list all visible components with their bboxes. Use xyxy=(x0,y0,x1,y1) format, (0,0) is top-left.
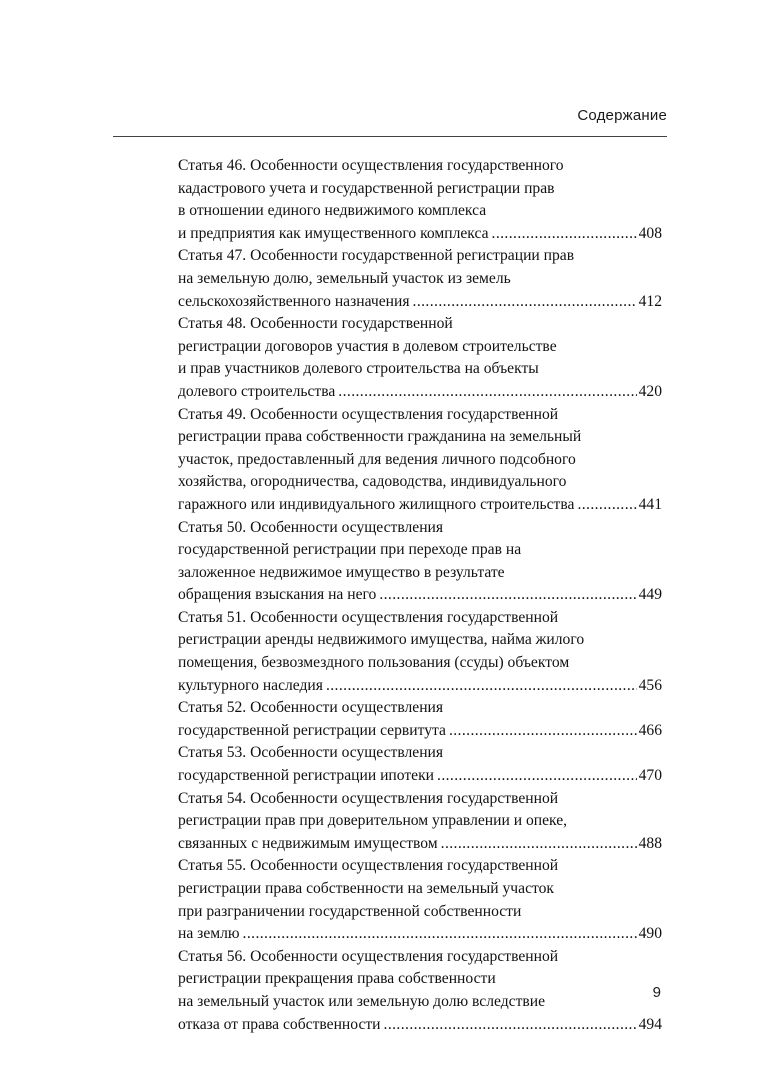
toc-entry-page-number: 408 xyxy=(638,224,662,242)
toc-entry[interactable] xyxy=(178,855,662,945)
toc-entry-last-line xyxy=(178,223,662,246)
toc-entry-title-line: Статья 49. Особенности осуществления государственной xyxy=(178,405,559,423)
dot-leader xyxy=(326,675,637,698)
toc-entry-title-line: регистрации аренды недвижимого имущества, найма жилого xyxy=(178,631,585,649)
toc-entry[interactable] xyxy=(178,742,662,787)
dot-leader xyxy=(492,223,637,246)
toc-entry-page-number: 470 xyxy=(638,767,662,785)
toc-entry-title-line: долевого строительства xyxy=(178,382,336,400)
toc-entry-page-number: 488 xyxy=(638,834,662,852)
toc-entry[interactable] xyxy=(178,245,662,313)
toc-entry-last-line xyxy=(178,1014,662,1037)
dot-leader xyxy=(437,765,637,788)
toc-entry-title-line: Статья 55. Особенности осуществления государственной xyxy=(178,857,559,875)
toc-entry-page-number: 441 xyxy=(638,495,662,513)
toc-entry-title-line: Статья 52. Особенности осуществления xyxy=(178,699,444,717)
toc-entry-title-line: Статья 48. Особенности государственной xyxy=(178,315,453,333)
toc-entry-page-number: 490 xyxy=(638,925,662,943)
toc-entry-title-line: государственной регистрации сервитута xyxy=(178,721,446,739)
toc-entry[interactable] xyxy=(178,607,662,697)
toc-entry-title-line: и предприятия как имущественного комплекса xyxy=(178,224,489,242)
dot-leader xyxy=(413,291,637,314)
toc-entry[interactable] xyxy=(178,313,662,403)
dot-leader xyxy=(338,381,636,404)
toc-entry-title-line: участок, предоставленный для ведения личного подсобного xyxy=(178,450,576,468)
toc-entry-title-line: на землю xyxy=(178,925,240,943)
toc-entry-title-line: регистрации прав при доверительном управлении и опеке, xyxy=(178,812,568,830)
toc-entry-last-line xyxy=(178,381,662,404)
toc-entry-last-line xyxy=(178,291,662,314)
toc-entry-title-line: Статья 56. Особенности осуществления государственной xyxy=(178,947,559,965)
toc-entry[interactable] xyxy=(178,155,662,245)
toc-entry-title-line: Статья 53. Особенности осуществления xyxy=(178,744,444,762)
toc-entry-title-line: кадастрового учета и государственной регистрации прав xyxy=(178,179,555,197)
dot-leader xyxy=(449,720,637,743)
toc-entry[interactable] xyxy=(178,946,662,1036)
toc-entry-title-line: в отношении единого недвижимого комплекса xyxy=(178,202,487,220)
toc-entry-title-line: и прав участников долевого строительства на объекты xyxy=(178,360,539,378)
toc-entry-last-line xyxy=(178,675,662,698)
toc-entry-page-number: 456 xyxy=(638,676,662,694)
toc-entry-title-line: при разграничении государственной собственности xyxy=(178,902,522,920)
toc-entry-title-line: заложенное недвижимое имущество в результате xyxy=(178,563,505,581)
toc-entry-title-line: Статья 51. Особенности осуществления государственной xyxy=(178,608,559,626)
dot-leader xyxy=(384,1014,637,1037)
toc-entry-last-line xyxy=(178,494,662,517)
toc-entry-title-line: государственной регистрации ипотеки xyxy=(178,767,435,785)
toc-entry-title-line: сельскохозяйственного назначения xyxy=(178,292,410,310)
toc-entry-title-line: культурного наследия xyxy=(178,676,323,694)
toc-entry[interactable] xyxy=(178,788,662,856)
toc-entry-page-number: 449 xyxy=(638,586,662,604)
toc-entry-page-number: 494 xyxy=(638,1015,662,1033)
toc-entry-title-line: Статья 50. Особенности осуществления xyxy=(178,518,444,536)
toc-entry-title-line: на земельный участок или земельную долю вследствие xyxy=(178,992,546,1010)
toc-entry-title-line: регистрации договоров участия в долевом строительстве xyxy=(178,337,557,355)
dot-leader xyxy=(441,833,637,856)
toc-entry-last-line xyxy=(178,720,662,743)
toc-entry-title-line: регистрации права собственности на земельный участок xyxy=(178,880,554,897)
toc-entry-title-line: хозяйства, огородничества, садоводства, индивидуального xyxy=(178,473,567,491)
toc-entry-page-number: 412 xyxy=(638,292,662,310)
toc-entry-page-number: 420 xyxy=(638,382,662,400)
toc-entry-last-line xyxy=(178,923,662,946)
toc-entry-title-line: обращения взыскания на него xyxy=(178,586,377,604)
toc-entry-title-line: гаражного или индивидуального жилищного строительства xyxy=(178,495,575,513)
toc-entry-title-line: регистрации права собственности гражданина на земельный xyxy=(178,428,582,446)
page-number: 9 xyxy=(652,984,661,1001)
toc-entry-title-line: регистрации прекращения права собственности xyxy=(178,970,496,988)
toc-entry-title-line: Статья 46. Особенности осуществления государственного xyxy=(178,157,564,174)
dot-leader xyxy=(243,923,637,946)
toc-entry-page-number: 466 xyxy=(638,721,662,739)
table-of-contents xyxy=(178,155,662,1036)
toc-entry-title-line: Статья 47. Особенности государственной регистрации прав xyxy=(178,247,575,265)
running-title: Содержание xyxy=(577,107,667,124)
toc-entry-title-line: на земельную долю, земельный участок из земель xyxy=(178,269,511,287)
toc-entry[interactable] xyxy=(178,404,662,517)
dot-leader xyxy=(379,584,636,607)
dot-leader xyxy=(577,494,636,517)
toc-entry-title-line: отказа от права собственности xyxy=(178,1015,381,1033)
toc-entry[interactable] xyxy=(178,517,662,607)
toc-entry-last-line xyxy=(178,833,662,856)
toc-entry-title-line: помещения, безвозмездного пользования (ссуды) объектом xyxy=(178,654,570,672)
toc-entry[interactable] xyxy=(178,697,662,742)
toc-entry-last-line xyxy=(178,765,662,788)
header-rule xyxy=(113,136,667,137)
toc-entry-title-line: государственной регистрации при переходе прав на xyxy=(178,541,522,559)
toc-entry-last-line xyxy=(178,584,662,607)
toc-entry-title-line: Статья 54. Особенности осуществления государственной xyxy=(178,789,559,807)
toc-entry-title-line: связанных с недвижимым имуществом xyxy=(178,834,438,852)
